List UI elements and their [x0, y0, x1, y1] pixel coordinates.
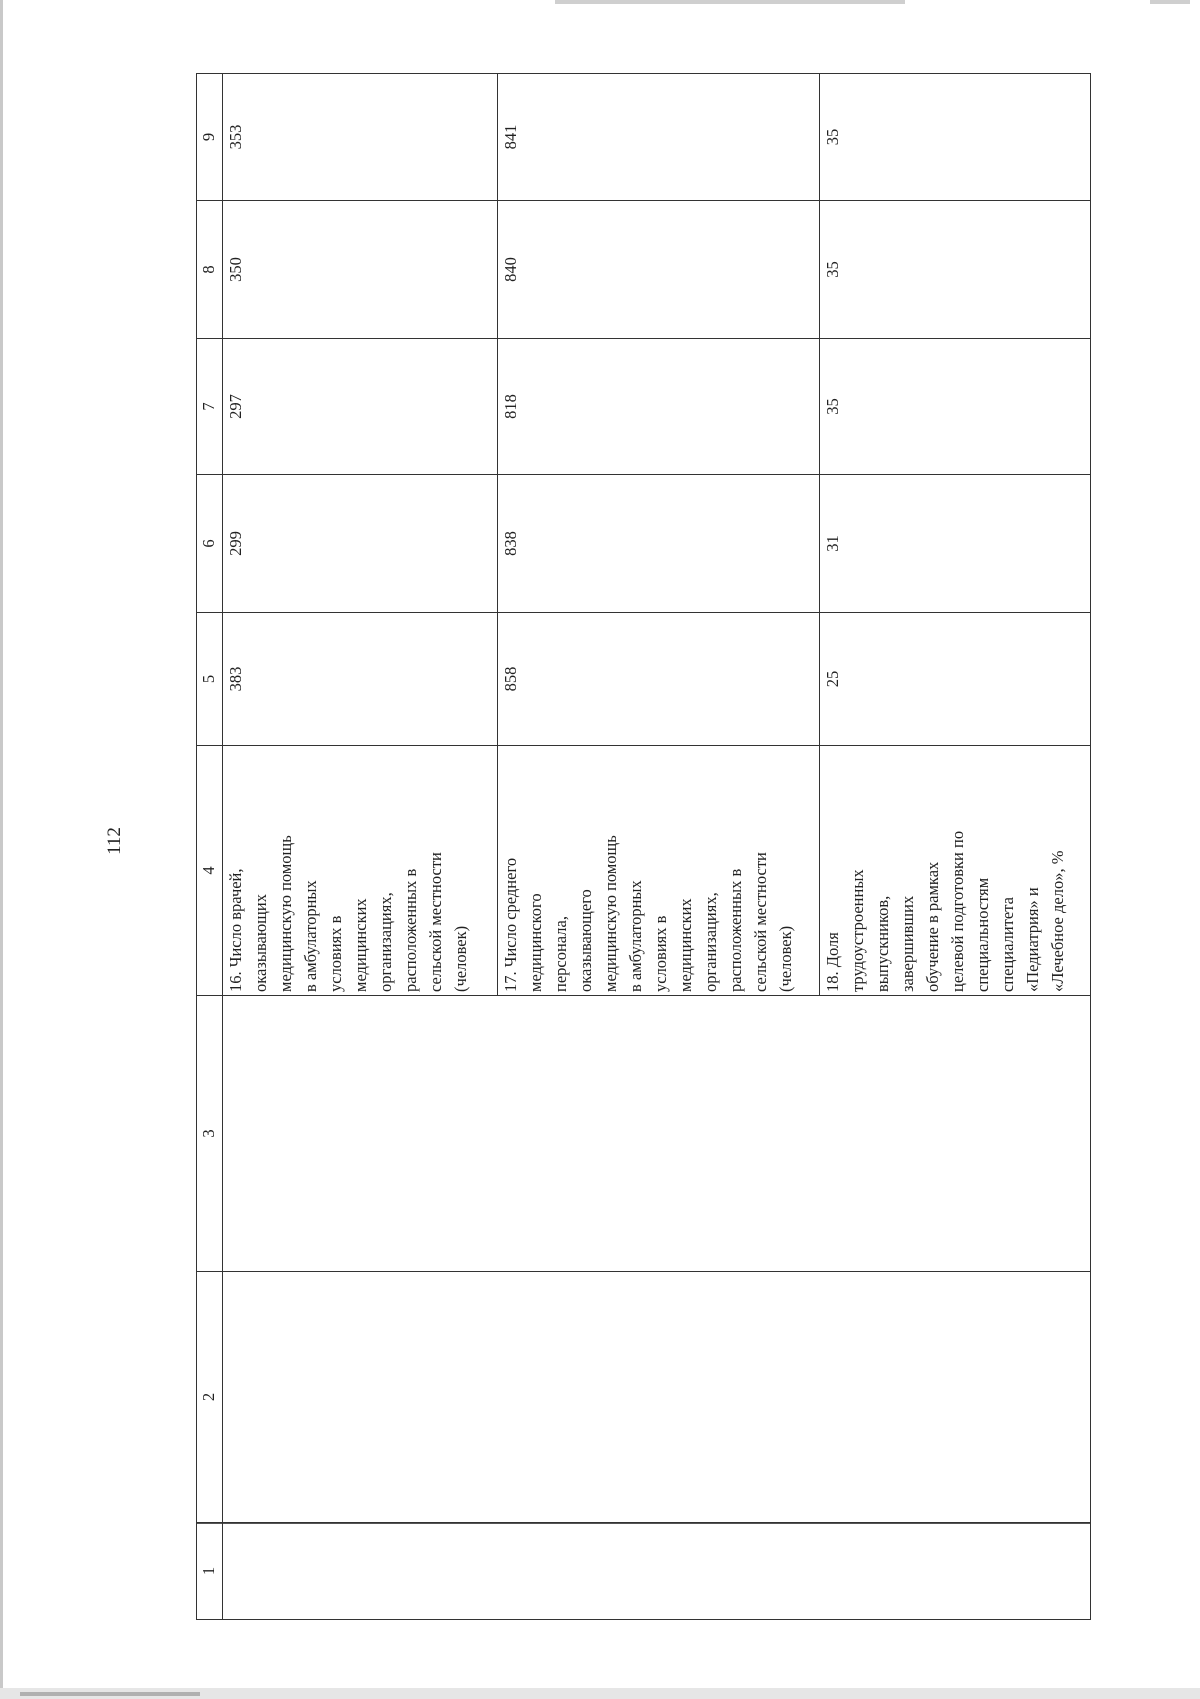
value-cell: 299: [223, 475, 498, 613]
table-cell: [223, 1272, 1091, 1523]
indicator-name: 17. Число среднего медицинского персонала, оказывающего медицинскую помощь в амбулаторных условиях в медицинских организациях, расположенных в сельской местности (человек): [498, 746, 820, 996]
value-cell: 818: [498, 339, 820, 475]
header-label: 6: [199, 539, 218, 548]
header-cell: [197, 475, 223, 613]
table-header-row: [197, 74, 223, 1620]
indicators-table: [196, 73, 1091, 1620]
value-cell: 841: [498, 74, 820, 201]
column-divider: [197, 1523, 222, 1525]
indicator-name: 18. Доля трудоустроенных выпускников, завершивших обучение в рамках целевой подготовки по специальностям специалитета «Педиатрия» и «Лечебное дело», %: [820, 746, 1091, 996]
header-cell: [197, 1272, 223, 1523]
table-cell: [223, 996, 1091, 1272]
value-cell: 35: [820, 74, 1091, 201]
value-cell: 858: [498, 613, 820, 746]
value-cell: 838: [498, 475, 820, 613]
header-cell: [197, 613, 223, 746]
value-cell: 35: [820, 201, 1091, 339]
header-label: 5: [199, 674, 218, 684]
header-label: 2: [199, 1392, 218, 1402]
header-cell: [197, 996, 223, 1272]
value-cell: 840: [498, 201, 820, 339]
header-label: 4: [199, 866, 218, 875]
header-label: 7: [199, 402, 218, 411]
value-cell: 383: [223, 613, 498, 746]
value-cell: 350: [223, 201, 498, 339]
column-divider: [223, 1523, 1090, 1525]
table-row: [223, 74, 498, 1620]
header-cell: [197, 339, 223, 475]
header-cell: [197, 746, 223, 996]
value-cell: 31: [820, 475, 1091, 613]
header-cell: [197, 201, 223, 339]
table-cell: [223, 1523, 1091, 1620]
header-label: 9: [199, 132, 218, 142]
page-number: 112: [104, 827, 125, 855]
header-label: 1: [199, 1566, 218, 1576]
value-cell: 25: [820, 613, 1091, 746]
value-cell: 297: [223, 339, 498, 475]
header-label: 8: [199, 265, 218, 274]
header-cell: [197, 74, 223, 201]
header-label: 3: [199, 1129, 218, 1138]
value-cell: 353: [223, 74, 498, 201]
value-cell: 35: [820, 339, 1091, 475]
indicator-name: 16. Число врачей, оказывающих медицинскую помощь в амбулаторных условиях в медицинских организациях, расположенных в сельской местности (человек): [223, 746, 498, 996]
header-cell: [197, 1523, 223, 1620]
